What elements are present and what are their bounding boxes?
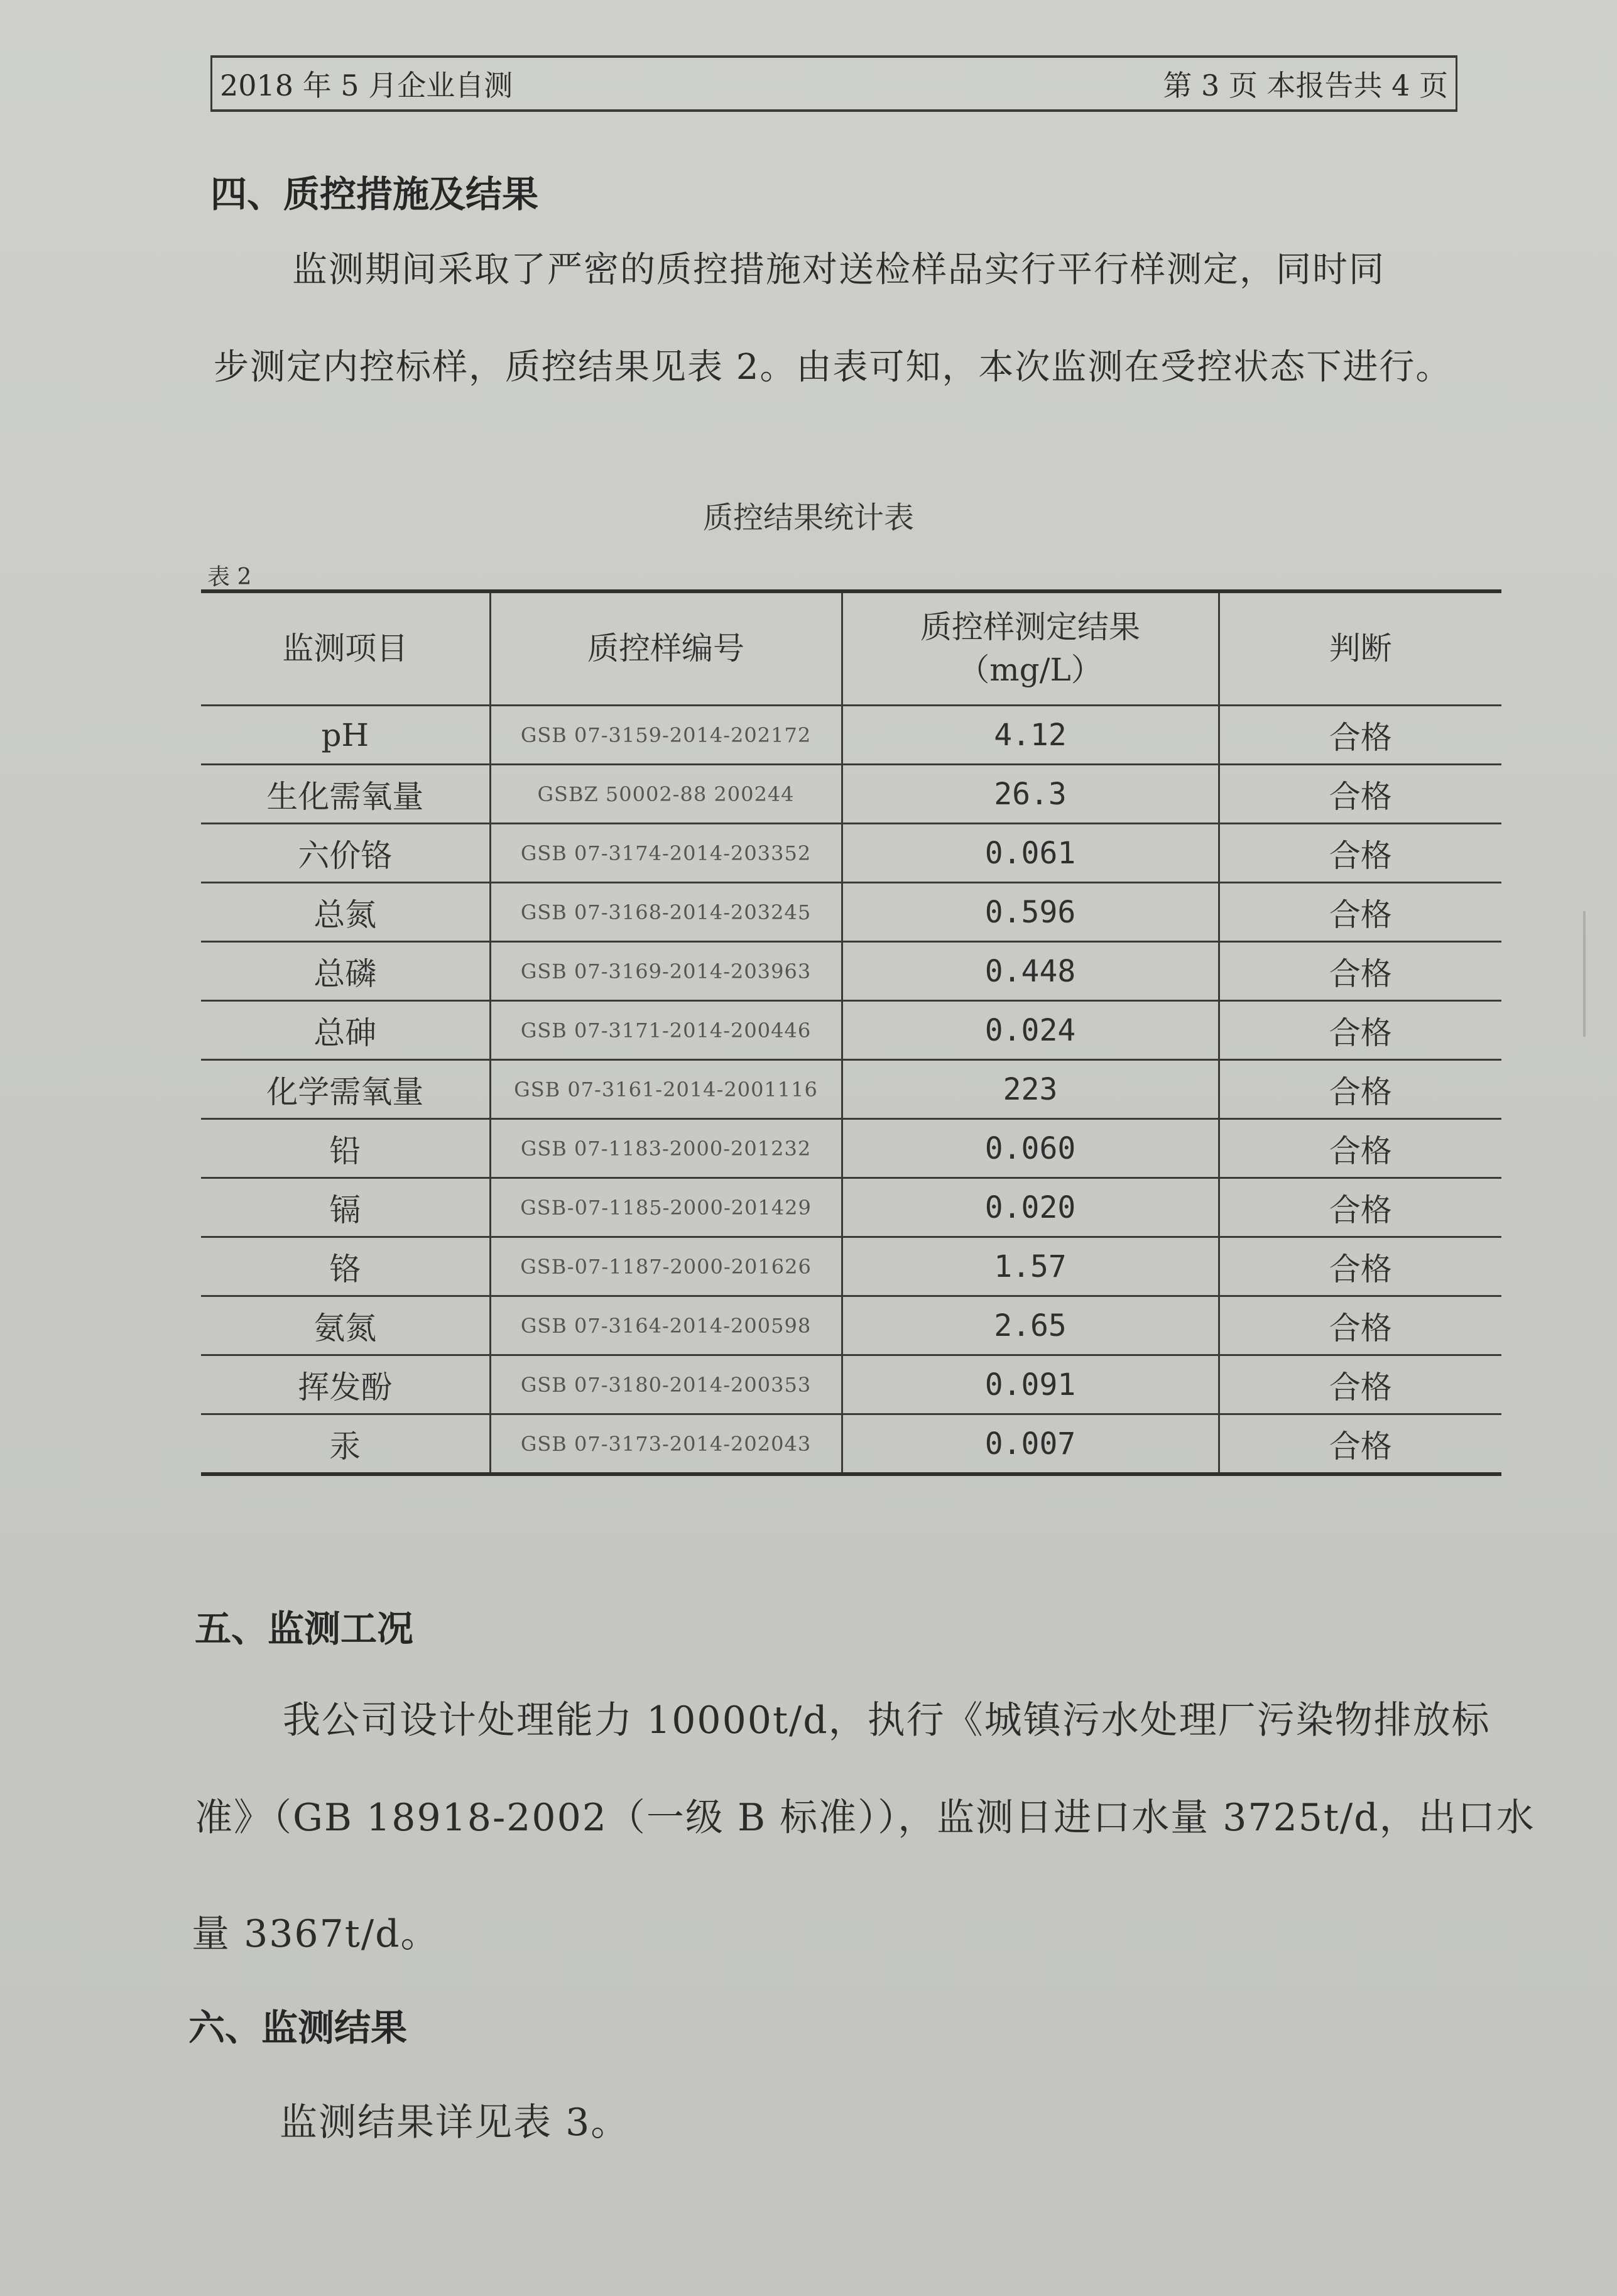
cell-sample-code: GSBZ 50002-88 200244 [490, 765, 842, 824]
cell-item: 镉 [201, 1178, 490, 1237]
table-title: 质控结果统计表 [702, 500, 914, 535]
cell-result: 0.007 [842, 1414, 1219, 1475]
cell-result: 0.060 [842, 1119, 1219, 1178]
cell-item: 挥发酚 [201, 1355, 490, 1414]
cell-judgement: 合格 [1219, 1355, 1501, 1414]
cell-item: 汞 [201, 1414, 490, 1475]
section-4-heading: 四、质控措施及结果 [210, 173, 539, 216]
cell-sample-code: GSB-07-1185-2000-201429 [490, 1178, 842, 1237]
cell-result: 26.3 [842, 765, 1219, 824]
table-row [201, 765, 1501, 824]
qc-results-table [201, 589, 1501, 1476]
col-header-item: 监测项目 [201, 591, 490, 706]
cell-sample-code: GSB 07-3174-2014-203352 [490, 824, 842, 883]
col-header-sample-code: 质控样编号 [490, 591, 842, 706]
table-row [201, 1237, 1501, 1296]
section-5-heading: 五、监测工况 [195, 1607, 414, 1650]
cell-item: 总磷 [201, 942, 490, 1001]
section-4-paragraph-line-2: 步测定内控标样，质控结果见表 2。由表可知，本次监测在受控状态下进行。 [214, 347, 1452, 388]
cell-item: 氨氮 [201, 1296, 490, 1355]
table-row [201, 1060, 1501, 1119]
header-left-text: 2018 年 5 月企业自测 [220, 68, 513, 102]
cell-result: 223 [842, 1060, 1219, 1119]
cell-item: 总氮 [201, 883, 490, 942]
cell-judgement: 合格 [1219, 765, 1501, 824]
cell-judgement: 合格 [1219, 706, 1501, 765]
cell-result: 0.091 [842, 1355, 1219, 1414]
cell-item: 六价铬 [201, 824, 490, 883]
table-row [201, 883, 1501, 942]
table-row [201, 1119, 1501, 1178]
table-row [201, 942, 1501, 1001]
cell-result: 0.024 [842, 1001, 1219, 1060]
table-header-row [201, 591, 1501, 706]
cell-judgement: 合格 [1219, 1237, 1501, 1296]
cell-sample-code: GSB 07-3164-2014-200598 [490, 1296, 842, 1355]
section-5-paragraph-line-1: 我公司设计处理能力 10000t/d，执行《城镇污水处理厂污染物排放标 [283, 1698, 1491, 1742]
table-row [201, 1296, 1501, 1355]
cell-result: 0.448 [842, 942, 1219, 1001]
table-label: 表 2 [207, 564, 252, 590]
table-row [201, 824, 1501, 883]
section-6-paragraph-line-1: 监测结果详见表 3。 [280, 2101, 630, 2145]
table-body [201, 706, 1501, 1475]
table-row [201, 706, 1501, 765]
cell-judgement: 合格 [1219, 942, 1501, 1001]
cell-judgement: 合格 [1219, 1060, 1501, 1119]
page-header [210, 55, 1457, 112]
section-6-heading: 六、监测结果 [188, 2006, 408, 2049]
cell-result: 2.65 [842, 1296, 1219, 1355]
col-header-result-text: 质控样测定结果 （mg/L） [920, 609, 1140, 688]
cell-item: 总砷 [201, 1001, 490, 1060]
cell-item: pH [201, 706, 490, 765]
cell-judgement: 合格 [1219, 1001, 1501, 1060]
cell-sample-code: GSB 07-3180-2014-200353 [490, 1355, 842, 1414]
cell-result: 4.12 [842, 706, 1219, 765]
cell-judgement: 合格 [1219, 824, 1501, 883]
section-5-paragraph-line-2: 准》（GB 18918-2002（一级 B 标准）），监测日进口水量 3725t/d，出口水 [195, 1796, 1535, 1840]
col-header-judgement: 判断 [1219, 591, 1501, 706]
cell-sample-code: GSB 07-3168-2014-203245 [490, 883, 842, 942]
cell-judgement: 合格 [1219, 1296, 1501, 1355]
cell-judgement: 合格 [1219, 1178, 1501, 1237]
table-row [201, 1414, 1501, 1475]
cell-item: 铬 [201, 1237, 490, 1296]
header-page-info: 第 3 页 本报告共 4 页 [1163, 68, 1448, 102]
table-row [201, 1178, 1501, 1237]
table-row [201, 1355, 1501, 1414]
cell-sample-code: GSB-07-1187-2000-201626 [490, 1237, 842, 1296]
cell-result: 0.061 [842, 824, 1219, 883]
cell-sample-code: GSB 07-1183-2000-201232 [490, 1119, 842, 1178]
cell-item: 生化需氧量 [201, 765, 490, 824]
cell-sample-code: GSB 07-3161-2014-2001116 [490, 1060, 842, 1119]
cell-result: 1.57 [842, 1237, 1219, 1296]
cell-judgement: 合格 [1219, 1119, 1501, 1178]
section-5-paragraph-line-3: 量 3367t/d。 [192, 1912, 440, 1956]
cell-judgement: 合格 [1219, 883, 1501, 942]
page-edge-shadow [1583, 911, 1617, 1037]
cell-sample-code: GSB 07-3169-2014-203963 [490, 942, 842, 1001]
section-4-paragraph-line-1: 监测期间采取了严密的质控措施对送检样品实行平行样测定，同时同 [292, 249, 1385, 290]
cell-item: 化学需氧量 [201, 1060, 490, 1119]
cell-item: 铅 [201, 1119, 490, 1178]
cell-sample-code: GSB 07-3171-2014-200446 [490, 1001, 842, 1060]
cell-sample-code: GSB 07-3159-2014-202172 [490, 706, 842, 765]
cell-result: 0.020 [842, 1178, 1219, 1237]
cell-judgement: 合格 [1219, 1414, 1501, 1475]
cell-sample-code: GSB 07-3173-2014-202043 [490, 1414, 842, 1475]
col-header-result [842, 591, 1219, 706]
table-row [201, 1001, 1501, 1060]
cell-result: 0.596 [842, 883, 1219, 942]
